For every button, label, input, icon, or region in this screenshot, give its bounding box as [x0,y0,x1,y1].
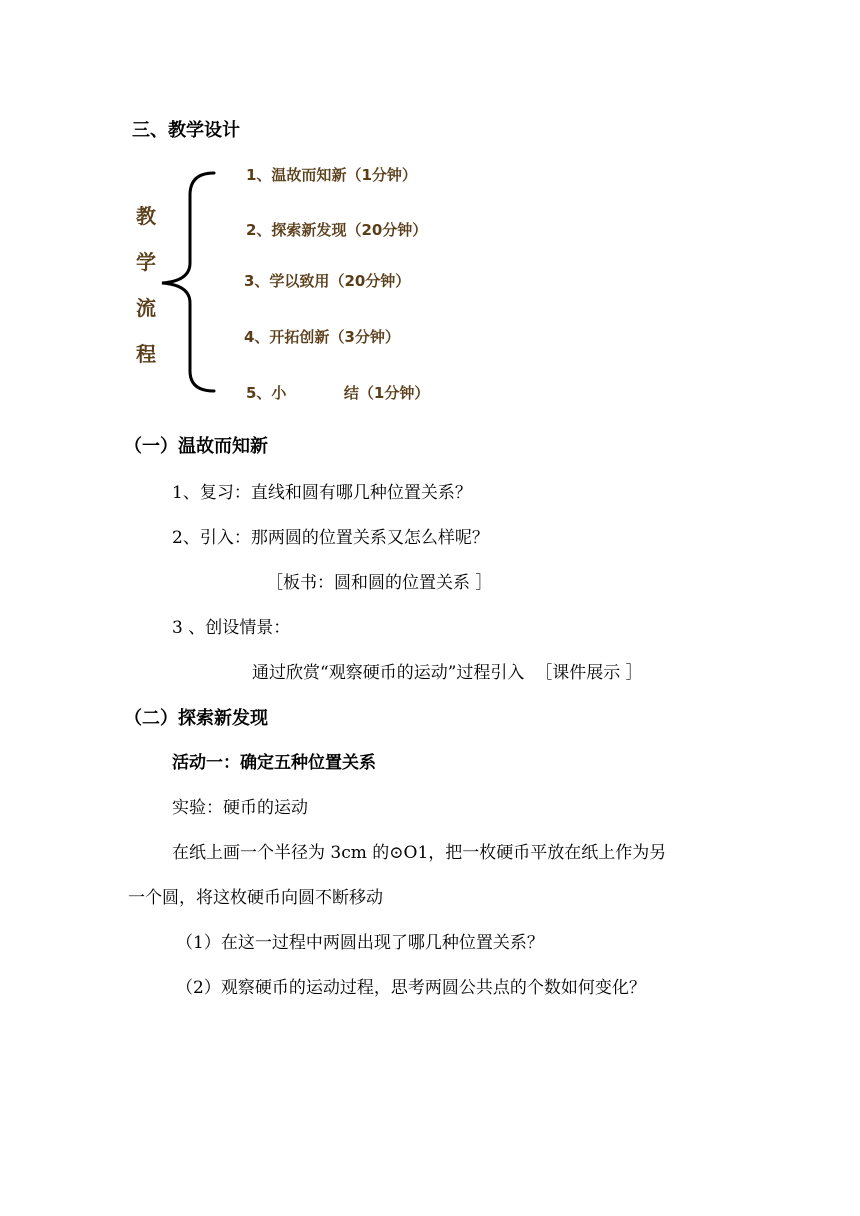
process-step: 1、温故而知新（1分钟） [246,166,417,184]
process-step: 4、开拓创新（3分钟） [244,328,400,346]
process-label-char: 流 [136,296,156,320]
process-label-char: 教 [136,204,156,228]
paragraph-line: 一个圆，将这枚硬币向圆不断移动 [128,888,383,908]
activity-title: 活动一：确定五种位置关系 [172,753,376,773]
question-1: （1）在这一过程中两圆出现了哪几种位置关系？ [176,933,544,953]
part2-heading: （二）探索新发现 [124,708,268,729]
process-label-char: 学 [136,250,156,274]
question-2: （2）观察硬币的运动过程，思考两圆公共点的个数如何变化？ [176,978,646,998]
process-step: 5、小 结（1分钟） [246,384,430,402]
paragraph-line: 在纸上画一个半径为 3cm 的⊙O1，把一枚硬币平放在纸上作为另 [172,843,667,863]
board-note: ［板书：圆和圆的位置关系 ］ [266,573,493,593]
scenario-text: 通过欣赏“观察硬币的运动”过程引入 ［课件展示 ］ [252,663,643,683]
part1-item-scenario: 3 、创设情景： [172,618,291,638]
curly-brace [150,165,220,397]
process-label-char: 程 [136,342,156,366]
experiment-title: 实验：硬币的运动 [172,798,308,818]
part1-item-review: 1、复习：直线和圆有哪几种位置关系？ [172,483,472,503]
section-title: 三、教学设计 [132,120,240,141]
part1-item-intro: 2、引入：那两圆的位置关系又怎么样呢？ [172,528,489,548]
process-step: 2、探索新发现（20分钟） [246,221,428,239]
part1-heading: （一）温故而知新 [124,436,268,457]
process-step: 3、学以致用（20分钟） [244,272,411,290]
